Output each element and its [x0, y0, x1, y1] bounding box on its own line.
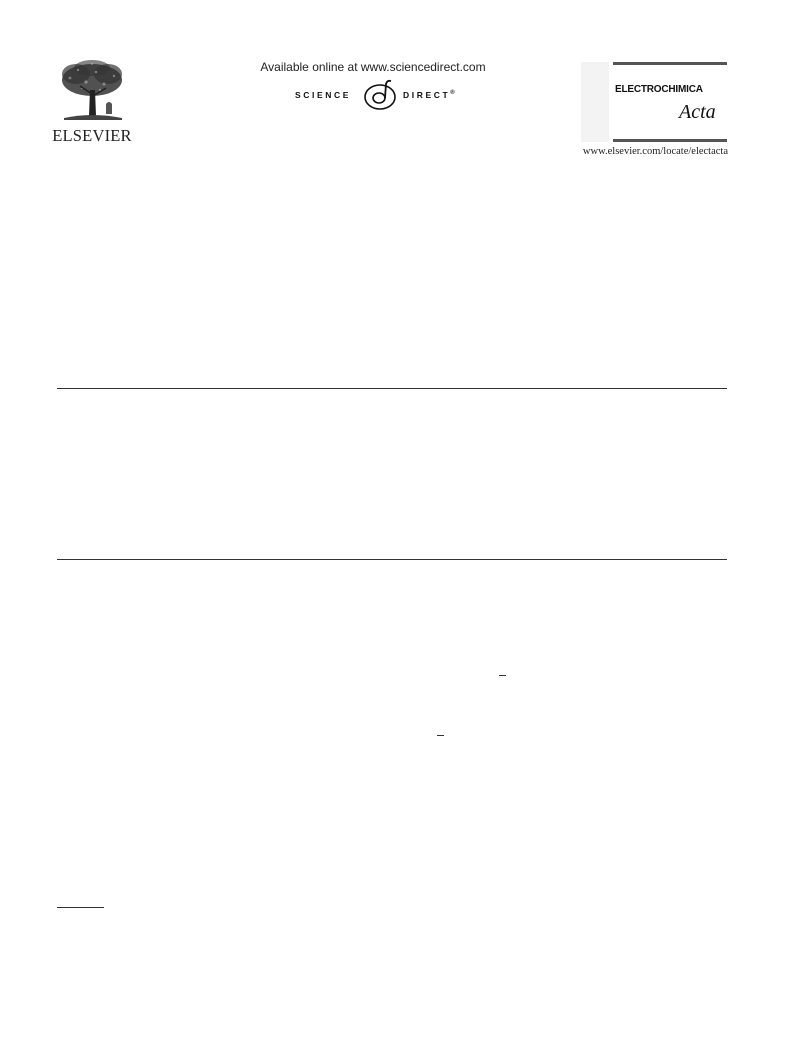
sciencedirect-at-icon — [361, 78, 399, 112]
journal-rule-bottom — [613, 139, 727, 142]
journal-cover-logo — [581, 62, 727, 142]
journal-name-acta: Acta — [679, 101, 716, 123]
elsevier-logo — [52, 60, 132, 146]
sd-direct-text: DIRECT® — [403, 90, 455, 100]
journal-rule-top — [613, 62, 727, 65]
abstract-top-rule — [57, 388, 727, 389]
overline-mark — [437, 735, 444, 736]
journal-name-electrochimica: ELECTROCHIMICA — [615, 84, 703, 95]
available-online-text: Available online at www.sciencedirect.com — [260, 60, 486, 74]
journal-url[interactable]: www.elsevier.com/locate/electacta — [582, 146, 728, 157]
elsevier-wordmark: ELSEVIER — [52, 126, 132, 145]
sd-science-text: SCIENCE — [295, 90, 351, 100]
footnote-rule — [57, 907, 104, 908]
abstract-bottom-rule — [57, 559, 727, 560]
sciencedirect-logo — [295, 78, 465, 112]
overline-mark — [499, 675, 506, 676]
elsevier-tree-icon — [56, 60, 128, 122]
journal-cover-margin — [581, 62, 609, 142]
